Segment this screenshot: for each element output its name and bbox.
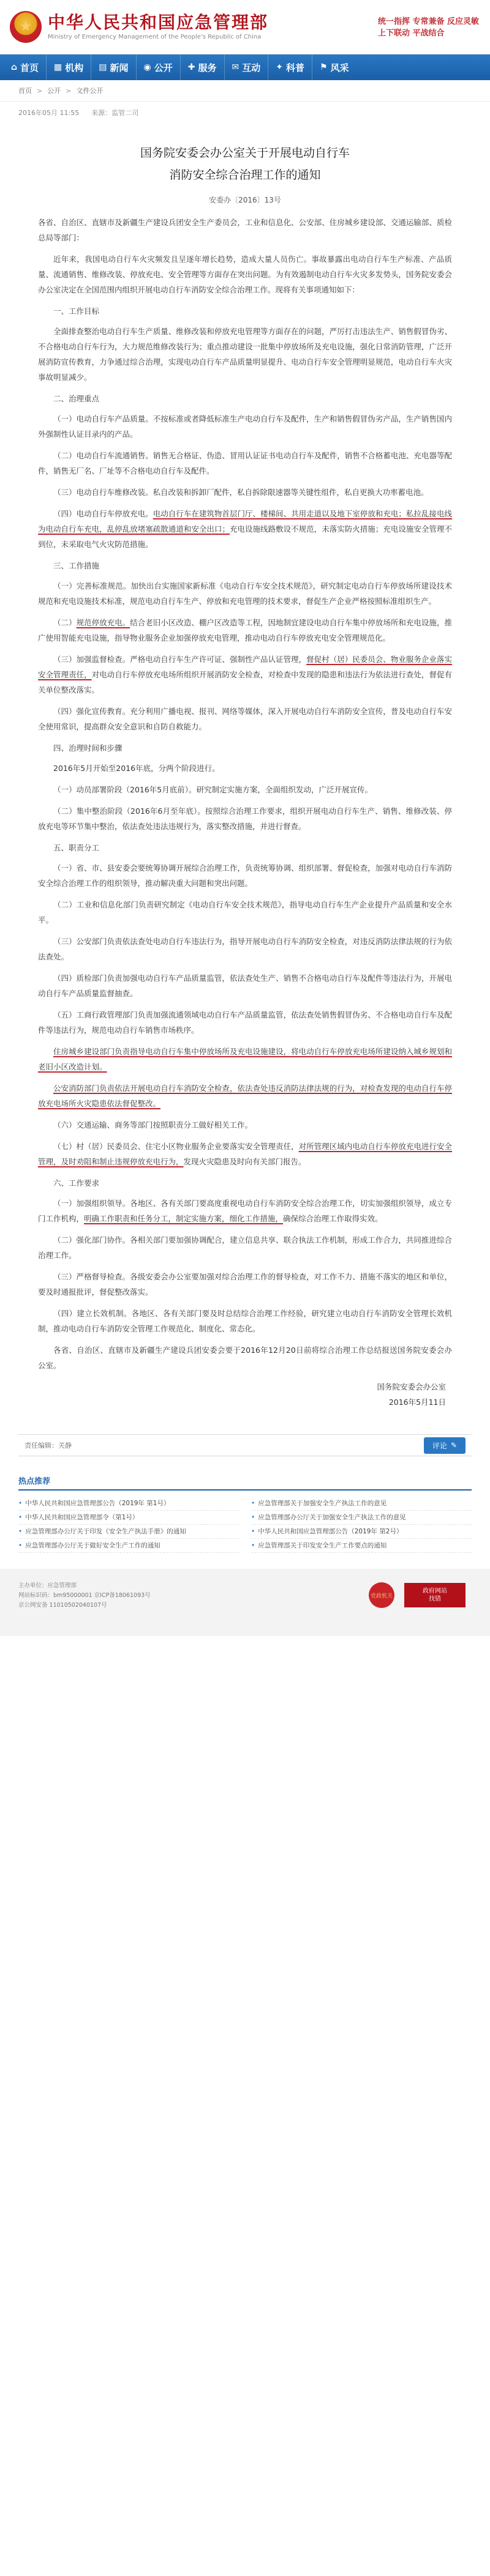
nav-item-label: 首页 bbox=[20, 62, 39, 73]
text-run: 充电设施线路敷设不规范，未落实防火措施；充电设施安全管理不到位，未采取电气火灾防范措施。 bbox=[38, 524, 452, 549]
interact-icon: ✉ bbox=[232, 62, 239, 72]
bullet-icon: • bbox=[18, 1528, 23, 1535]
paragraph: （四）强化宣传教育。充分利用广播电视、报刊、网络等媒体，深入开展电动自行车消防安全宣传，普及电动自行车安全使用常识，提高群众安全意识和自防自救能力。 bbox=[38, 707, 452, 731]
related-item-text: 应急管理部关于加强安全生产执法工作的意见 bbox=[258, 1500, 387, 1507]
breadcrumb-home[interactable]: 首页 bbox=[18, 87, 32, 95]
nav-item-4[interactable] bbox=[181, 54, 225, 80]
related-list bbox=[18, 1497, 472, 1553]
section-heading: 五、职责分工 bbox=[53, 843, 100, 852]
article-source: 来源：监管二司 bbox=[91, 109, 139, 117]
breadcrumb bbox=[0, 80, 490, 102]
site-logo[interactable] bbox=[10, 11, 268, 43]
main-nav bbox=[0, 54, 490, 80]
paragraph: （一）完善标准规范。加快出台实施国家新标准《电动自行车安全技术规范》，研究制定电动自行车停放场所建设技术规范和充电设施技术标准，规范电动自行车生产、停放和充电管理的技术要求，督促生产企业严格按照标准组织生产。 bbox=[38, 581, 452, 606]
home-icon: ⌂ bbox=[11, 62, 18, 72]
signatory: 国务院安委会办公室 bbox=[377, 1382, 446, 1391]
nav-item-7[interactable] bbox=[312, 54, 356, 80]
highlighted-text: 公安消防部门负责依法开展电动自行车消防安全检查，依法查处违反消防法律法规的行为，对检查发现的电动自行车停放充电场所火灾隐患依法督促整改。 bbox=[38, 1084, 452, 1108]
site-badge-line2: 找错 bbox=[429, 1596, 441, 1603]
footer-line: 网站标识码：bm95000001 京ICP备18061093号 bbox=[18, 1592, 151, 1599]
related-item[interactable] bbox=[251, 1497, 472, 1511]
science-icon: ✦ bbox=[276, 62, 284, 72]
related-title: 热点推荐 bbox=[18, 1475, 472, 1491]
paragraph bbox=[38, 615, 452, 646]
site-title-cn: 中华人民共和国应急管理部 bbox=[48, 12, 269, 32]
paragraph: （二）集中整治阶段（2016年6月至年底）。按照综合治理工作要求，组织开展电动自行车生产、销售、维修改装、停放充电等环节集中整治，依法查处违法违规行为，落实整改措施，并进行督查。 bbox=[38, 806, 452, 831]
open-icon: ◉ bbox=[143, 62, 151, 72]
nav-item-label: 新闻 bbox=[110, 62, 129, 73]
paragraph: （二）电动自行车流通销售。销售无合格证、伪造、冒用认证证书电动自行车及配件，销售不合格蓄电池、充电器等配件，销售无厂名、厂址等不合格电动自行车及配件。 bbox=[38, 451, 452, 475]
paragraph: （二）工业和信息化部门负责研究制定《电动自行车安全技术规范》，指导电动自行车生产企业提升产品质量和安全水平。 bbox=[38, 900, 452, 925]
title-line2: 消防安全综合治理工作的通知 bbox=[169, 168, 321, 182]
section-heading: 四、治理时间和步骤 bbox=[53, 743, 123, 753]
breadcrumb-separator: > bbox=[66, 86, 72, 95]
text-run: 发现火灾隐患及时向有关部门报告。 bbox=[183, 1157, 306, 1166]
bullet-icon: • bbox=[251, 1514, 255, 1521]
national-emblem-icon: ★ bbox=[10, 11, 42, 43]
related-item[interactable] bbox=[251, 1525, 472, 1539]
nav-item-label: 互动 bbox=[242, 62, 261, 73]
sign-date: 2016年5月11日 bbox=[388, 1398, 446, 1407]
site-badge-line1: 政府网站 bbox=[423, 1588, 447, 1595]
paragraph bbox=[38, 1139, 452, 1169]
service-icon: ✚ bbox=[187, 62, 195, 72]
paragraph: （一）动员部署阶段（2016年5月底前）。研究制定实施方案，全面组织发动，广泛开展宣传。 bbox=[53, 785, 373, 794]
highlighted-text: 住房城乡建设部门负责指导电动自行车集中停放场所及充电设施建设，将电动自行车停放充电场所建设纳入城乡规划和老旧小区改造计划。 bbox=[38, 1047, 452, 1071]
section-heading: 三、工作措施 bbox=[53, 561, 100, 570]
paragraph bbox=[38, 652, 452, 698]
responsible-editor: 责任编辑：关静 bbox=[24, 1442, 72, 1450]
highlighted-text: 规范停放充电。 bbox=[76, 618, 130, 627]
related-item-text: 应急管理部关于印发安全生产工作要点的通知 bbox=[258, 1542, 387, 1549]
text-run: 结合老旧小区改造、棚户区改造等工程，因地制宜建设电动自行车集中停放场所和充电设施，推广使用智能充电设施，指导物业服务企业加强停放充电管理，推动电动自行车停放充电安全管理规范化。 bbox=[38, 618, 452, 642]
related-item[interactable] bbox=[18, 1511, 239, 1525]
related-item[interactable] bbox=[251, 1539, 472, 1553]
footer-info bbox=[18, 1581, 151, 1610]
document-number: 安委办〔2016〕13号 bbox=[209, 196, 281, 204]
bullet-icon: • bbox=[251, 1542, 255, 1549]
paragraph: （一）电动自行车产品质量。不按标准或者降低标准生产电动自行车及配件，生产和销售假冒伪劣产品，生产销售国内外强制性认证目录内的产品。 bbox=[38, 414, 452, 439]
site-title bbox=[48, 12, 268, 42]
section-heading: 一、工作目标 bbox=[53, 307, 100, 316]
addressee: 各省、自治区、直辖市及新疆生产建设兵团安全生产委员会，工业和信息化、公安部、住房城乡建设部、交通运输部、质检总局等部门： bbox=[38, 218, 452, 242]
paragraph: （三）公安部门负责依法查处电动自行车违法行为，指导开展电动自行车消防安全检查，对违反消防法律法规的行为依法查处。 bbox=[38, 937, 452, 961]
paragraph bbox=[38, 1196, 452, 1226]
comment-label: 评论 bbox=[432, 1441, 447, 1450]
style-icon: ⚑ bbox=[320, 62, 328, 72]
related-item-text: 应急管理部办公厅关于加强安全生产执法工作的意见 bbox=[258, 1514, 406, 1521]
intro-paragraph: 近年来，我国电动自行车火灾频发且呈逐年增长趋势，造成大量人员伤亡。事故暴露出电动自行车生产标准、产品质量、流通销售、维修改装、停放充电、安全管理等方面存在突出问题。为有效遏制电动自行车火灾多发势头，国务院安委会办公室决定在全国范围内组织开展电动自行车消防安全综合治理工作。现将有关事项通知如下： bbox=[38, 255, 452, 294]
highlighted-text: 对所管理区域内电动自行车停放充电进行安全管理，及时劝阻和制止违规停放充电行为， bbox=[38, 1142, 452, 1166]
paragraph: （三）严格督导检查。各级安委会办公室要加强对综合治理工作的督导检查，对工作不力、措施不落实的地区和单位，要及时通报批评，督促整改落实。 bbox=[38, 1272, 452, 1297]
nav-item-0[interactable] bbox=[4, 54, 47, 80]
slogan-line1: 统一指挥 专常兼备 反应灵敏 bbox=[377, 17, 479, 26]
nav-item-1[interactable] bbox=[47, 54, 91, 80]
highlighted-text: 督促村（居）民委员会、物业服务企业落实安全管理责任， bbox=[38, 655, 452, 679]
related-item[interactable] bbox=[251, 1511, 472, 1525]
related-item-text: 应急管理部办公厅关于做好安全生产工作的通知 bbox=[25, 1542, 160, 1549]
paragraph: （四）质检部门负责加强电动自行车产品质量监管，依法查处生产、销售不合格电动自行车及配件等违法行为，开展电动自行车产品质量监督抽查。 bbox=[38, 973, 452, 998]
footer-line: 京公网安备 11010502040107号 bbox=[18, 1602, 107, 1609]
breadcrumb-open[interactable]: 公开 bbox=[47, 87, 61, 95]
related-item[interactable] bbox=[18, 1539, 239, 1553]
related-item-text: 应急管理部办公厅关于印发《安全生产执法手册》的通知 bbox=[25, 1528, 186, 1535]
bullet-icon: • bbox=[18, 1514, 23, 1521]
related-item[interactable] bbox=[18, 1525, 239, 1539]
paragraph: （二）强化部门协作。各相关部门要加强协调配合，建立信息共享、联合执法工作机制，形成工作合力，共同推进综合治理工作。 bbox=[38, 1235, 452, 1260]
slogan-line2: 上下联动 平战结合 bbox=[377, 29, 445, 38]
related-item-text: 中华人民共和国应急管理部令（第1号） bbox=[25, 1514, 139, 1521]
site-error-badge[interactable] bbox=[404, 1583, 466, 1607]
paragraph: （六）交通运输、商务等部门按照职责分工做好相关工作。 bbox=[53, 1120, 253, 1130]
comment-button[interactable] bbox=[424, 1437, 466, 1454]
breadcrumb-separator: > bbox=[37, 86, 43, 95]
closing-paragraph: 各省、自治区、直辖市及新疆生产建设兵团安委会要于2016年12月20日前将综合治理工作总结报送国务院安委会办公室。 bbox=[38, 1346, 452, 1370]
site-header bbox=[0, 0, 490, 54]
article-meta bbox=[0, 102, 490, 124]
nav-item-label: 服务 bbox=[198, 62, 217, 73]
title-line1: 国务院安委会办公室关于开展电动自行车 bbox=[140, 146, 350, 160]
related-item[interactable] bbox=[18, 1497, 239, 1511]
news-icon: ▤ bbox=[99, 62, 107, 72]
paragraph: （五）工商行政管理部门负责加强流通领域电动自行车产品质量监管，依法查处销售假冒伪劣、不合格电动自行车及配件等违法行为，规范电动自行车销售市场秩序。 bbox=[38, 1010, 452, 1035]
site-footer bbox=[0, 1569, 490, 1636]
paragraph bbox=[38, 1081, 452, 1111]
section-heading: 二、治理重点 bbox=[53, 394, 100, 403]
text-run: （二） bbox=[53, 618, 77, 627]
paragraph: （一）省、市、县安委会要统筹协调开展综合治理工作，负责统筹协调、组织部署、督促检查，加强对电动自行车消防安全综合治理工作的组织领导，推动解决重大问题和突出问题。 bbox=[38, 863, 452, 888]
related-item-text: 中华人民共和国应急管理部公告（2019年 第1号） bbox=[25, 1500, 170, 1507]
article-body bbox=[0, 124, 490, 1410]
nav-item-6[interactable] bbox=[268, 54, 312, 80]
text-run: （一）加强组织领导。各地区、各有关部门要高度重视电动自行车消防安全综合治理工作，切实加强组织领导，成立专门工作机构， bbox=[38, 1199, 452, 1223]
paragraph bbox=[38, 1044, 452, 1074]
header-slogan bbox=[378, 16, 479, 39]
footer-line: 主办单位：应急管理部 bbox=[18, 1582, 77, 1589]
nav-item-3[interactable] bbox=[137, 54, 181, 80]
related-item-text: 中华人民共和国应急管理部公告（2019年 第2号） bbox=[258, 1528, 403, 1535]
text-run: 确保综合治理工作取得实效。 bbox=[283, 1214, 383, 1223]
article-title bbox=[38, 142, 452, 186]
text-run: （四）电动自行车停放充电。 bbox=[53, 509, 153, 518]
paragraph bbox=[38, 506, 452, 552]
comment-icon: ✎ bbox=[450, 1441, 457, 1450]
footer-badges bbox=[369, 1582, 466, 1608]
text-run: （七）村（居）民委员会、住宅小区物业服务企业要落实安全管理责任， bbox=[53, 1142, 299, 1151]
site-title-en: Ministry of Emergency Management of the People's Republic of China bbox=[48, 34, 262, 40]
publish-date: 2016年05月 11:55 bbox=[18, 109, 80, 117]
paragraph: （四）建立长效机制。各地区、各有关部门要及时总结综合治理工作经验，研究建立电动自行车消防安全管理长效机制，推动电动自行车消防安全管理工作规范化、制度化、常态化。 bbox=[38, 1309, 452, 1333]
nav-item-label: 公开 bbox=[154, 62, 173, 73]
nav-item-2[interactable] bbox=[91, 54, 136, 80]
highlighted-text: 电动自行车在建筑物首层门厅、楼梯间、共用走道以及地下室停放和充电；私拉乱接电线为电动自行车充电，乱停乱放堵塞疏散通道和安全出口； bbox=[38, 509, 452, 534]
nav-item-5[interactable] bbox=[225, 54, 269, 80]
text-run: 对电动自行车停放充电场所组织开展消防安全检查，对检查中发现的隐患和违法行为依法进行查处，督促有关单位整改落实。 bbox=[38, 670, 452, 694]
bullet-icon: • bbox=[251, 1500, 255, 1507]
highlighted-text: 明确工作职责和任务分工，制定实施方案，细化工作措施， bbox=[84, 1214, 284, 1223]
bullet-icon: • bbox=[18, 1542, 23, 1549]
org-icon: ▦ bbox=[54, 62, 62, 72]
nav-item-label: 机构 bbox=[65, 62, 84, 73]
paragraph: 全面排查整治电动自行车生产质量、维修改装和停放充电管理等方面存在的问题，严厉打击违法生产、销售假冒伪劣、不合格电动自行车行为，大力规范维修改装行为；重点推动建设一批集中停放场所及充电设施，强化日常消防管理，广泛开展消防宣传教育，力争通过综合治理，实现电动自行车产品质量明显提升、电动自行车安全管理明显规范，电动自行车火灾事故明显减少。 bbox=[38, 327, 452, 382]
party-gov-badge-icon[interactable]: 党政机关 bbox=[369, 1582, 394, 1608]
paragraph: 2016年5月开始至2016年底，分两个阶段进行。 bbox=[53, 764, 220, 773]
bullet-icon: • bbox=[251, 1528, 255, 1535]
text-run: （三）加强监督检查。严格电动自行车生产许可证、强制性产品认证管理， bbox=[53, 655, 307, 664]
nav-item-label: 风采 bbox=[330, 62, 349, 73]
editor-bar bbox=[18, 1434, 472, 1456]
paragraph: （三）电动自行车维修改装。私自改装和拆卸厂配件，私自拆除限速器等关键性组件，私自更换大功率蓄电池。 bbox=[53, 488, 429, 497]
nav-item-label: 科普 bbox=[286, 62, 305, 73]
breadcrumb-files[interactable]: 文件公开 bbox=[76, 87, 104, 95]
related-section bbox=[18, 1475, 472, 1553]
bullet-icon: • bbox=[18, 1500, 23, 1507]
section-heading: 六、工作要求 bbox=[53, 1178, 100, 1188]
